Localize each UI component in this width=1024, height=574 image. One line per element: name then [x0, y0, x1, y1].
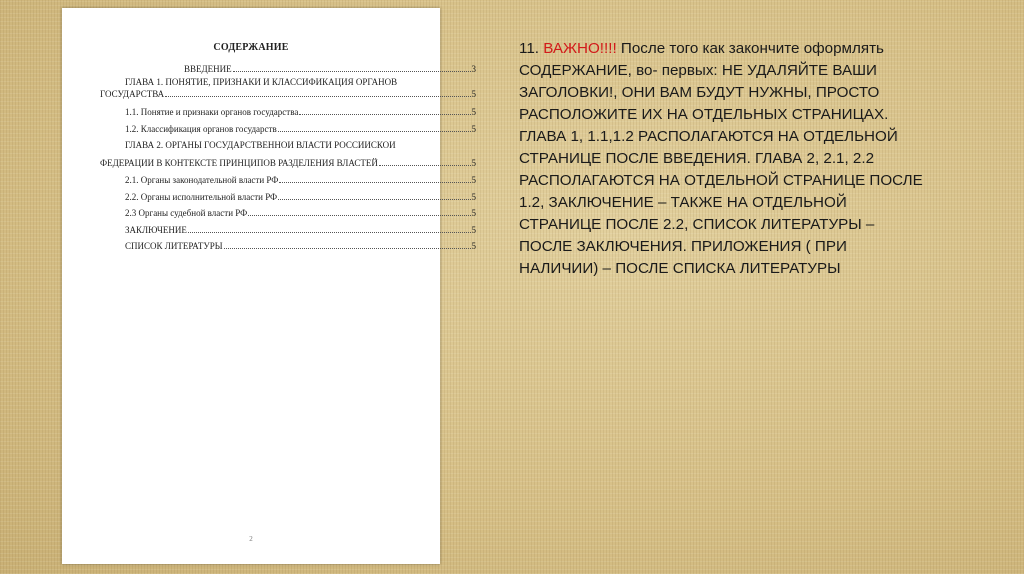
toc-entry-section-1-1: 1.1. Понятие и признаки органов государства 5 — [125, 107, 476, 117]
toc-leader — [278, 199, 470, 200]
toc-entry-section-1-2: 1.2. Классификация органов государств 5 — [125, 124, 476, 134]
note-line: 11. ВАЖНО!!!! После того как закончите оформлять — [519, 40, 884, 57]
toc-entry-chapter1-line1: ГЛАВА 1. ПОНЯТИЕ, ПРИЗНАКИ И КЛАССИФИКАЦИЯ ОРГАНОВ — [125, 77, 398, 87]
toc-leader — [188, 232, 471, 233]
important-label: ВАЖНО!!!! — [543, 40, 617, 57]
toc-entry-section-2-1: 2.1. Органы законодательной власти РФ 5 — [125, 175, 476, 185]
note-number: 11. — [519, 40, 539, 57]
toc-entry-section-2-2: 2.2. Органы исполнительной власти РФ 5 — [125, 192, 476, 202]
toc-leader — [379, 165, 471, 166]
toc-entry-chapter2-line1: ГЛАВА 2. ОРГАНЫ ГОСУДАРСТВЕННОИ ВЛАСТИ РОССИИСКОИ — [125, 140, 396, 150]
toc-leader — [279, 182, 470, 183]
instruction-note — [519, 38, 979, 280]
toc-leader — [224, 248, 471, 249]
toc-leader — [278, 131, 471, 132]
note-line: НАЛИЧИИ) – ПОСЛЕ СПИСКА ЛИТЕРАТУРЫ — [519, 260, 841, 277]
toc-entry-chapter2-line2: ФЕДЕРАЦИИ В КОНТЕКСТЕ ПРИНЦИПОВ РАЗДЕЛЕНИЯ ВЛАСТЕЙ 5 — [100, 158, 476, 168]
page-number: 2 — [249, 535, 253, 543]
note-line: РАСПОЛОЖИТЕ ИХ НА ОТДЕЛЬНЫХ СТРАНИЦАХ. — [519, 106, 889, 123]
toc-title: СОДЕРЖАНИЕ — [213, 42, 289, 53]
document-page-image — [62, 8, 476, 564]
toc-leader — [299, 114, 470, 115]
note-line: ПОСЛЕ ЗАКЛЮЧЕНИЯ. ПРИЛОЖЕНИЯ ( ПРИ — [519, 238, 847, 255]
toc-leader — [233, 71, 471, 72]
note-line: РАСПОЛАГАЮТСЯ НА ОТДЕЛЬНОЙ СТРАНИЦЕ ПОСЛЕ — [519, 172, 923, 189]
toc-entry-intro: ВВЕДЕНИЕ 3 — [184, 64, 476, 74]
note-line: 1.2, ЗАКЛЮЧЕНИЕ – ТАКЖЕ НА ОТДЕЛЬНОЙ — [519, 194, 847, 211]
toc-leader — [165, 96, 470, 97]
note-line: СТРАНИЦЕ ПОСЛЕ 2.2, СПИСОК ЛИТЕРАТУРЫ – — [519, 216, 875, 233]
toc-leader — [248, 215, 470, 216]
toc-entry-chapter1-line2: ГОСУДАРСТВА 5 — [100, 89, 476, 99]
toc-entry-section-2-3: 2.3 Органы судебной власти РФ 5 — [125, 208, 476, 218]
toc-entry-conclusion: ЗАКЛЮЧЕНИЕ 5 — [125, 225, 476, 235]
note-line: ЗАГОЛОВКИ!, ОНИ ВАМ БУДУТ НУЖНЫ, ПРОСТО — [519, 84, 880, 101]
note-line: ГЛАВА 1, 1.1,1.2 РАСПОЛАГАЮТСЯ НА ОТДЕЛЬНОЙ — [519, 128, 898, 145]
toc-entry-bibliography: СПИСОК ЛИТЕРАТУРЫ 5 — [125, 241, 476, 251]
note-line: СТРАНИЦЕ ПОСЛЕ ВВЕДЕНИЯ. ГЛАВА 2, 2.1, 2.2 — [519, 150, 875, 167]
note-line: СОДЕРЖАНИЕ, во- первых: НЕ УДАЛЯЙТЕ ВАШИ — [519, 62, 877, 79]
